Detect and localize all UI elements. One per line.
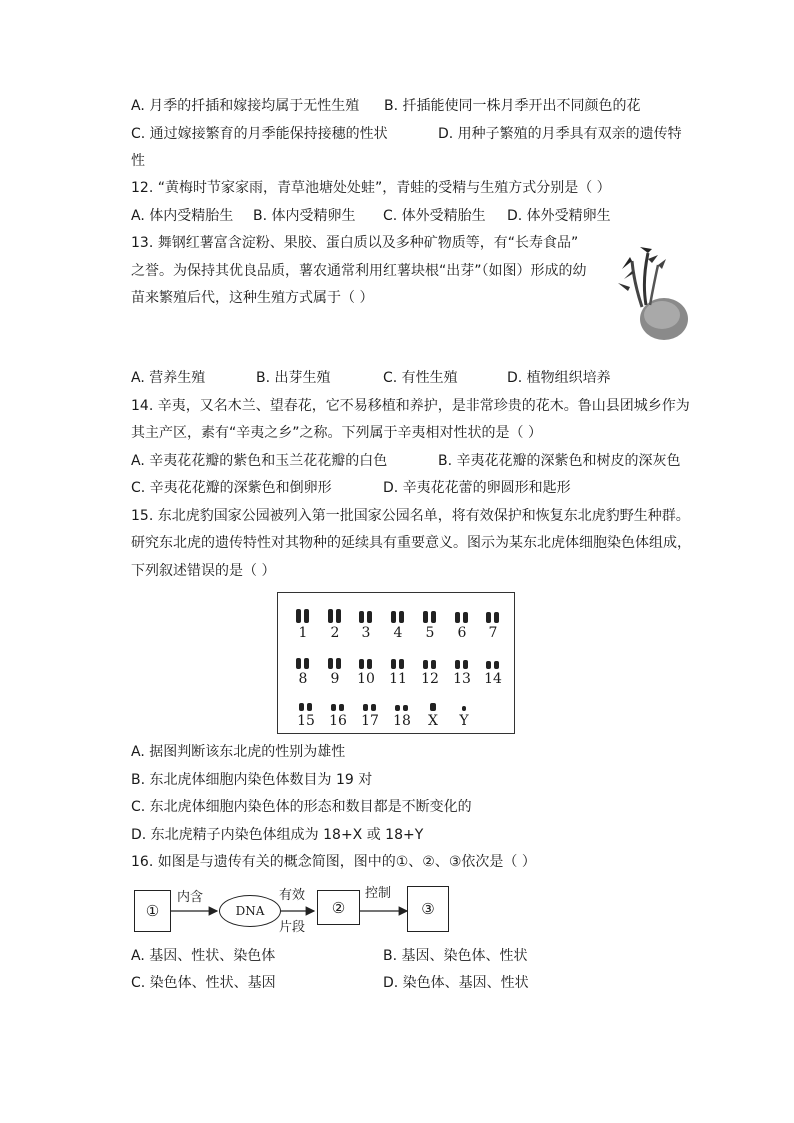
karyotype-figure	[277, 592, 515, 734]
dna-ellipse: DNA	[219, 895, 281, 927]
chromosome-pair	[323, 655, 347, 687]
concept-box-1: ①	[134, 890, 171, 932]
q12-stem: 12. “黄梅时节家家雨，青草池塘处处蛙”，青蛙的受精与生殖方式分别是（ ）	[131, 180, 611, 196]
chromosome-pair	[450, 609, 474, 641]
q13-option-a: A. 营养生殖	[131, 370, 206, 386]
chromosome-label: Y	[459, 713, 469, 729]
chromosome-label: 14	[484, 671, 502, 687]
q13-stem-line1: 13. 舞钢红薯富含淀粉、果胶、蛋白质以及多种矿物质等，有“长寿食品”	[131, 235, 579, 251]
chromosome-pair	[294, 697, 318, 729]
q15-stem-line1: 15. 东北虎豹国家公园被列入第一批国家公园名单，将有效保护和恢复东北虎豹野生种群。	[131, 508, 690, 524]
q11-option-a: A. 月季的扦插和嫁接均属于无性生殖	[131, 98, 360, 114]
q11-option-c: C. 通过嫁接繁育的月季能保持接穗的性状	[131, 126, 388, 142]
chromosome-pair	[418, 609, 442, 641]
chromosome-label: 2	[330, 625, 340, 641]
chromosome-pair	[386, 655, 410, 687]
q14-option-d: D. 辛夷花花蕾的卵圆形和匙形	[383, 480, 571, 496]
arrow-label-segment: 片段	[279, 920, 306, 935]
sweet-potato-sprout-icon	[612, 243, 690, 343]
q14-option-a: A. 辛夷花花瓣的紫色和玉兰花花瓣的白色	[131, 453, 388, 469]
q16-option-c: C. 染色体、性状、基因	[131, 975, 276, 991]
arrow-label-contains: 内含	[177, 890, 204, 905]
q16-option-b: B. 基因、染色体、性状	[383, 948, 528, 964]
chromosome-pair	[450, 655, 474, 687]
chromosome-label: 5	[425, 625, 435, 641]
arrow-label-effective: 有效	[279, 888, 306, 903]
q15-option-c: C. 东北虎体细胞内染色体的形态和数目都是不断变化的	[131, 799, 472, 815]
chromosome-label: 3	[361, 625, 371, 641]
q11-option-d-continued: 性	[131, 153, 145, 169]
chromosome-label: 15	[297, 713, 315, 729]
chromosome-x	[421, 697, 445, 729]
q15-stem-line3: 下列叙述错误的是（ ）	[131, 563, 276, 579]
q14-option-c: C. 辛夷花花瓣的深紫色和倒卵形	[131, 480, 332, 496]
q15-option-b: B. 东北虎体细胞内染色体数目为 19 对	[131, 772, 373, 788]
q16-option-d: D. 染色体、基因、性状	[383, 975, 529, 991]
concept-box-2: ②	[317, 890, 360, 925]
chromosome-pair	[323, 609, 347, 641]
q12-option-b: B. 体内受精卵生	[253, 208, 356, 224]
q14-option-b: B. 辛夷花花瓣的深紫色和树皮的深灰色	[438, 453, 681, 469]
chromosome-label: 8	[298, 671, 308, 687]
chromosome-pair	[386, 609, 410, 641]
q13-option-c: C. 有性生殖	[383, 370, 458, 386]
chromosome-label: 6	[457, 625, 467, 641]
chromosome-label: X	[428, 713, 438, 729]
q14-stem-line2: 其主产区，素有“辛夷之乡”之称。下列属于辛夷相对性状的是（ ）	[131, 425, 542, 441]
q15-stem-line2: 研究东北虎的遗传特性对其物种的延续具有重要意义。图示为某东北虎体细胞染色体组成，	[131, 535, 691, 551]
chromosome-pair	[481, 609, 505, 641]
q13-option-d: D. 植物组织培养	[507, 370, 611, 386]
q12-option-a: A. 体内受精胎生	[131, 208, 234, 224]
chromosome-label: 10	[357, 671, 375, 687]
chromosome-label: 12	[421, 671, 439, 687]
q16-stem: 16. 如图是与遗传有关的概念简图，图中的①、②、③依次是（ ）	[131, 854, 536, 870]
q15-option-d: D. 东北虎精子内染色体组成为 18+X 或 18+Y	[131, 827, 424, 843]
q13-option-b: B. 出芽生殖	[256, 370, 331, 386]
chromosome-pair	[354, 655, 378, 687]
chromosome-label: 13	[453, 671, 471, 687]
arrow-label-control: 控制	[365, 886, 392, 901]
chromosome-pair	[291, 609, 315, 641]
q14-stem-line1: 14. 辛夷，又名木兰、望春花，它不易移植和养护，是非常珍贵的花木。鲁山县团城乡作为	[131, 398, 690, 414]
chromosome-y	[452, 697, 476, 729]
q13-stem-line2: 之誉。为保持其优良品质，薯农通常利用红薯块根“出芽”（如图）形成的幼	[131, 263, 587, 279]
chromosome-label: 9	[330, 671, 340, 687]
q13-stem-line3: 苗来繁殖后代，这种生殖方式属于（ ）	[131, 290, 374, 306]
chromosome-pair	[291, 655, 315, 687]
q15-option-a: A. 据图判断该东北虎的性别为雄性	[131, 744, 346, 760]
chromosome-label: 4	[393, 625, 403, 641]
chromosome-label: 17	[361, 713, 379, 729]
q16-option-a: A. 基因、性状、染色体	[131, 948, 276, 964]
q12-option-d: D. 体外受精卵生	[507, 208, 611, 224]
q11-option-b: B. 扦插能使同一株月季开出不同颜色的花	[384, 98, 641, 114]
chromosome-label: 7	[488, 625, 498, 641]
concept-box-3: ③	[407, 886, 449, 932]
chromosome-label: 11	[389, 671, 407, 687]
chromosome-pair	[418, 655, 442, 687]
chromosome-pair	[390, 697, 414, 729]
concept-diagram	[131, 880, 461, 936]
chromosome-pair	[326, 697, 350, 729]
chromosome-pair	[354, 609, 378, 641]
chromosome-label: 1	[298, 625, 308, 641]
chromosome-label: 18	[393, 713, 411, 729]
chromosome-label: 16	[329, 713, 347, 729]
chromosome-pair	[358, 697, 382, 729]
q11-option-d: D. 用种子繁殖的月季具有双亲的遗传特	[438, 126, 682, 142]
chromosome-pair	[481, 655, 505, 687]
q12-option-c: C. 体外受精胎生	[383, 208, 486, 224]
